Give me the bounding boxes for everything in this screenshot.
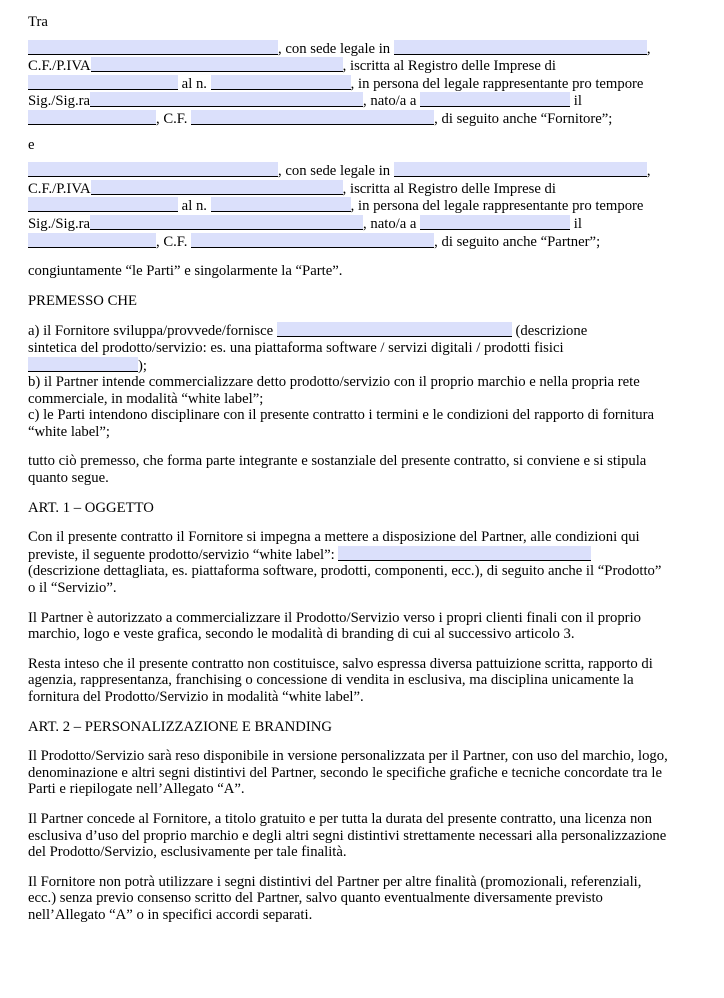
field-premessa-prodotto-servizio[interactable]: [277, 322, 512, 337]
text-premesso-a-line2: sintetica del prodotto/servizio: es. una piattaforma software / servizi digitali / prodotti fisici: [28, 339, 564, 356]
text-il-partner: il: [573, 215, 582, 232]
spacer: [28, 31, 672, 40]
text-con-sede-legale-in: , con sede legale in: [278, 40, 391, 57]
fornitore-line-5: [28, 110, 672, 128]
partner-line-2: [28, 180, 672, 198]
spacer: [28, 280, 672, 293]
premesso-list: [28, 322, 672, 440]
text-comma-1: ,: [646, 40, 651, 57]
spacer: [28, 798, 672, 811]
joint-clause: congiuntamente “le Parti” e singolarmente la “Parte”.: [28, 263, 343, 280]
field-premessa-prodotto-extra[interactable]: [28, 357, 138, 372]
spacer: [28, 128, 672, 137]
text-iscritta-registro-imprese: , iscritta al Registro delle Imprese di: [342, 58, 556, 75]
spacer: [28, 309, 672, 322]
partner-line-3: [28, 197, 672, 215]
text-art1-p1-suffix: (descrizione dettagliata, es. piattaforma software, prodotti, componenti, ecc.), di seguito anche il “Prodotto” o il “Servizio”.: [28, 563, 662, 597]
field-fornitore-sede-legale[interactable]: [394, 40, 647, 55]
spacer: [28, 250, 672, 263]
text-premesso-a-line3-after: );: [138, 357, 147, 374]
partner-line-1: [28, 162, 672, 180]
fornitore-line-1: [28, 40, 672, 58]
text-premesso-a-after: (descrizione: [515, 323, 588, 340]
text-premesso-a-prefix: a) il Fornitore sviluppa/provvede/fornisce: [28, 323, 274, 340]
art1-paragraph-2: Il Partner è autorizzato a commercializzare il Prodotto/Servizio verso i propri clienti finali con il proprio marchio, logo e veste grafica, secondo le modalità di branding di cui al successivo articolo 3.: [28, 609, 641, 643]
art1-paragraph-3: Resta inteso che il presente contratto non costituisce, salvo espressa diversa pattuizione scritta, rapporto di agenzia, rappresentanza, franchising o concessione di vendita in esclusiva, ma disciplina unicamente la fornitura del Prodotto/Servizio in modalità “white label”.: [28, 655, 653, 705]
field-partner-denominazione[interactable]: [28, 162, 278, 177]
field-partner-nato-il[interactable]: [28, 233, 156, 248]
field-fornitore-rappresentante[interactable]: [90, 92, 363, 107]
art1-paragraph-1: [28, 529, 672, 596]
field-partner-rappresentante[interactable]: [90, 215, 363, 230]
label-cf-piva-fornitore: C.F./P.IVA: [28, 58, 91, 75]
label-al-n-partner: al n.: [181, 198, 207, 215]
premesso-item-c: c) le Parti intendono disciplinare con il presente contratto i termini e le condizioni del rapporto di fornitura “white label”;: [28, 407, 655, 440]
field-fornitore-rappresentante-cf[interactable]: [191, 110, 434, 125]
party-block-fornitore: [28, 40, 672, 128]
label-al-n-fornitore: al n.: [181, 75, 207, 92]
field-fornitore-numero-rea[interactable]: [211, 75, 351, 90]
fornitore-line-3: [28, 75, 672, 93]
text-con-sede-legale-in-partner: , con sede legale in: [278, 163, 391, 180]
spacer: [28, 440, 672, 453]
field-partner-registro-imprese[interactable]: [28, 197, 178, 212]
label-e: e: [28, 136, 35, 153]
partner-line-5: [28, 233, 672, 251]
partner-line-4: [28, 215, 672, 233]
label-cf-piva-partner: C.F./P.IVA: [28, 180, 91, 197]
text-nato-a-partner: , nato/a a: [363, 215, 417, 232]
text-nato-a-fornitore: , nato/a a: [363, 93, 417, 110]
field-partner-nato-a[interactable]: [420, 215, 570, 230]
text-art1-p1-prefix: Con il presente contratto il Fornitore si impegna a mettere a disposizione del Partner, alle condizioni qui previste, il seguente prodotto/servizio “white label”:: [28, 529, 640, 563]
field-art1-prodotto-servizio[interactable]: [338, 546, 591, 561]
text-iscritta-registro-imprese-partner: , iscritta al Registro delle Imprese di: [342, 180, 556, 197]
label-sig-sigra-partner: Sig./Sig.ra: [28, 215, 91, 232]
label-sig-sigra-fornitore: Sig./Sig.ra: [28, 93, 91, 110]
party-block-partner: [28, 162, 672, 250]
heading-art-2-personalizzazione-branding: ART. 2 – PERSONALIZZAZIONE E BRANDING: [28, 718, 332, 735]
field-partner-rappresentante-cf[interactable]: [191, 233, 434, 248]
field-partner-numero-rea[interactable]: [211, 197, 351, 212]
spacer: [28, 735, 672, 748]
paragraph-tutto-cio-premesso: tutto ciò premesso, che forma parte integrante e sostanziale del presente contratto, si conviene e si stipula quanto segue.: [28, 453, 647, 487]
text-di-seguito-fornitore: , di seguito anche “Fornitore”;: [434, 110, 613, 127]
spacer: [28, 706, 672, 719]
text-il-fornitore: il: [573, 93, 582, 110]
field-partner-cf-piva[interactable]: [91, 180, 343, 195]
spacer: [28, 487, 672, 500]
field-fornitore-denominazione[interactable]: [28, 40, 278, 55]
art2-paragraph-3: Il Fornitore non potrà utilizzare i segni distintivi del Partner per altre finalità (promozionali, referenziali, ecc.) senza previo consenso scritto del Partner, salvo quanto eventualmente diversamente previsto nell’Allegato “A” o in specifici accordi separati.: [28, 873, 642, 923]
text-cf-partner-rappresentante: , C.F.: [156, 233, 188, 250]
text-cf-fornitore-rappresentante: , C.F.: [156, 110, 188, 127]
fornitore-line-4: [28, 92, 672, 110]
heading-art-1-oggetto: ART. 1 – OGGETTO: [28, 499, 154, 516]
fornitore-line-2: [28, 57, 672, 75]
art2-paragraph-1: Il Prodotto/Servizio sarà reso disponibile in versione personalizzata per il Partner, con uso del marchio, logo, denominazione e altri segni distintivi del Partner, secondo le specifiche grafiche e tecniche concordate tra le Parti e riepilogate nell’Allegato “A”.: [28, 748, 668, 798]
field-partner-sede-legale[interactable]: [394, 162, 647, 177]
text-in-persona-legale-rappresentante-partner: , in persona del legale rappresentante pro tempore: [350, 198, 644, 215]
premesso-item-b: b) il Partner intende commercializzare detto prodotto/servizio con il proprio marchio e nella propria rete commerciale, in modalità “white label”;: [28, 374, 640, 407]
field-fornitore-cf-piva[interactable]: [91, 57, 343, 72]
text-di-seguito-partner: , di seguito anche “Partner”;: [434, 233, 601, 250]
art2-paragraph-2: Il Partner concede al Fornitore, a titolo gratuito e per tutta la durata del presente contratto, una licenza non esclusiva d’uso del proprio marchio e degli altri segni distintivi strettamente necessari alla personalizzazione del Prodotto/Servizio, esclusivamente per tale finalità.: [28, 810, 667, 861]
spacer: [28, 597, 672, 610]
field-fornitore-registro-imprese[interactable]: [28, 75, 178, 90]
field-fornitore-nato-a[interactable]: [420, 92, 570, 107]
spacer: [28, 643, 672, 656]
field-fornitore-nato-il[interactable]: [28, 110, 156, 125]
label-tra: Tra: [28, 14, 48, 30]
spacer: [28, 861, 672, 874]
premesso-item-a: [28, 322, 672, 374]
heading-premesso-che: PREMESSO CHE: [28, 292, 137, 309]
spacer: [28, 153, 672, 162]
text-comma-2: ,: [646, 163, 651, 180]
text-in-persona-legale-rappresentante: , in persona del legale rappresentante pro tempore: [350, 75, 644, 92]
spacer: [28, 516, 672, 529]
